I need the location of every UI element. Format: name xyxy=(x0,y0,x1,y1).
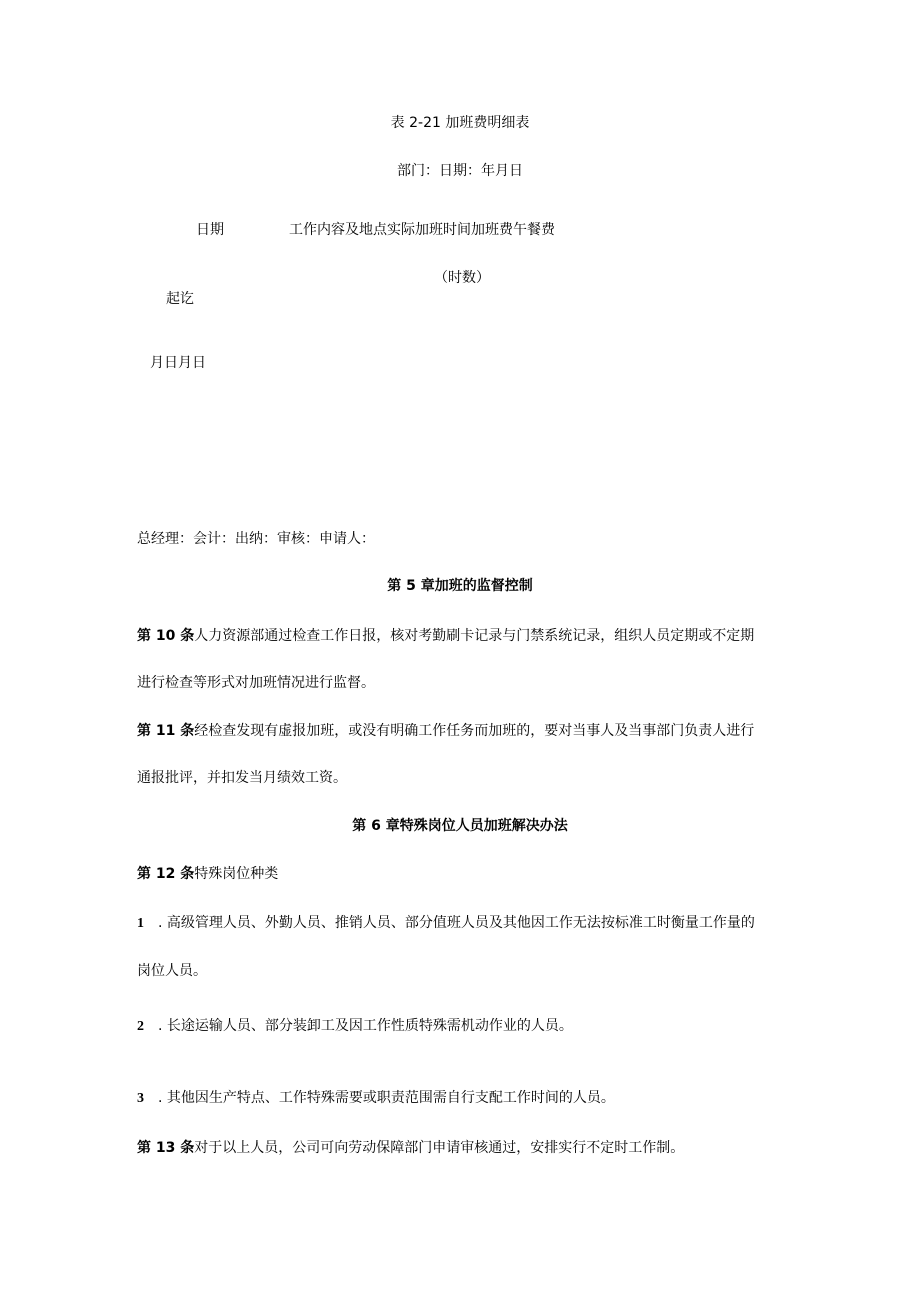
list-item-3-number: 3 xyxy=(137,1091,144,1106)
column-headers: 工作内容及地点实际加班时间加班费午餐费 xyxy=(289,222,555,238)
list-item-2 xyxy=(137,1016,573,1037)
signature-line: 总经理：会计：出纳：审核：申请人： xyxy=(137,531,375,547)
chapter-6-title: 第 6 章特殊岗位人员加班解决办法 xyxy=(352,818,568,834)
article-13-text: 对于以上人员，公司可向劳动保障部门申请审核通过，安排实行不定时工作制。 xyxy=(194,1140,685,1156)
article-12-text: 特殊岗位种类 xyxy=(194,866,279,882)
article-11-text: 经检查发现有虚报加班，或没有明确工作任务而加班的，要对当事人及当事部门负责人进行 xyxy=(194,723,755,739)
article-12-prefix: 第 12 条 xyxy=(137,866,195,882)
article-11-line1 xyxy=(137,721,754,741)
article-13-prefix: 第 13 条 xyxy=(137,1140,195,1156)
article-10-prefix: 第 10 条 xyxy=(137,628,195,644)
list-item-1-number: 1 xyxy=(137,916,144,931)
chapter-5-title: 第 5 章加班的监督控制 xyxy=(387,578,533,594)
column-range: 起讫 xyxy=(166,291,194,307)
list-item-1 xyxy=(137,913,755,934)
article-11-prefix: 第 11 条 xyxy=(137,723,195,739)
article-10-text: 人力资源部通过检查工作日报，核对考勤刷卡记录与门禁系统记录，组织人员定期或不定期 xyxy=(194,628,755,644)
article-10-line1 xyxy=(137,626,754,646)
column-date: 日期 xyxy=(196,222,224,238)
column-months: 月日月日 xyxy=(150,355,206,371)
article-12 xyxy=(137,864,278,884)
list-item-3 xyxy=(137,1088,615,1109)
list-item-2-text: . 长途运输人员、部分装卸工及因工作性质特殊需机动作业的人员。 xyxy=(158,1018,573,1034)
list-item-2-number: 2 xyxy=(137,1019,144,1034)
form-header: 部门：日期：年月日 xyxy=(397,163,523,179)
list-item-3-text: . 其他因生产特点、工作特殊需要或职责范围需自行支配工作时间的人员。 xyxy=(158,1090,615,1106)
column-hours-note: （时数） xyxy=(434,270,490,286)
article-13 xyxy=(137,1138,684,1158)
article-10-line2: 进行检查等形式对加班情况进行监督。 xyxy=(137,675,375,691)
article-11-line2: 通报批评，并扣发当月绩效工资。 xyxy=(137,770,347,786)
list-item-1-line2: 岗位人员。 xyxy=(137,963,207,979)
table-title: 表 2-21 加班费明细表 xyxy=(390,115,530,131)
list-item-1-text: . 高级管理人员、外勤人员、推销人员、部分值班人员及其他因工作无法按标准工时衡量工作量的 xyxy=(158,915,755,931)
